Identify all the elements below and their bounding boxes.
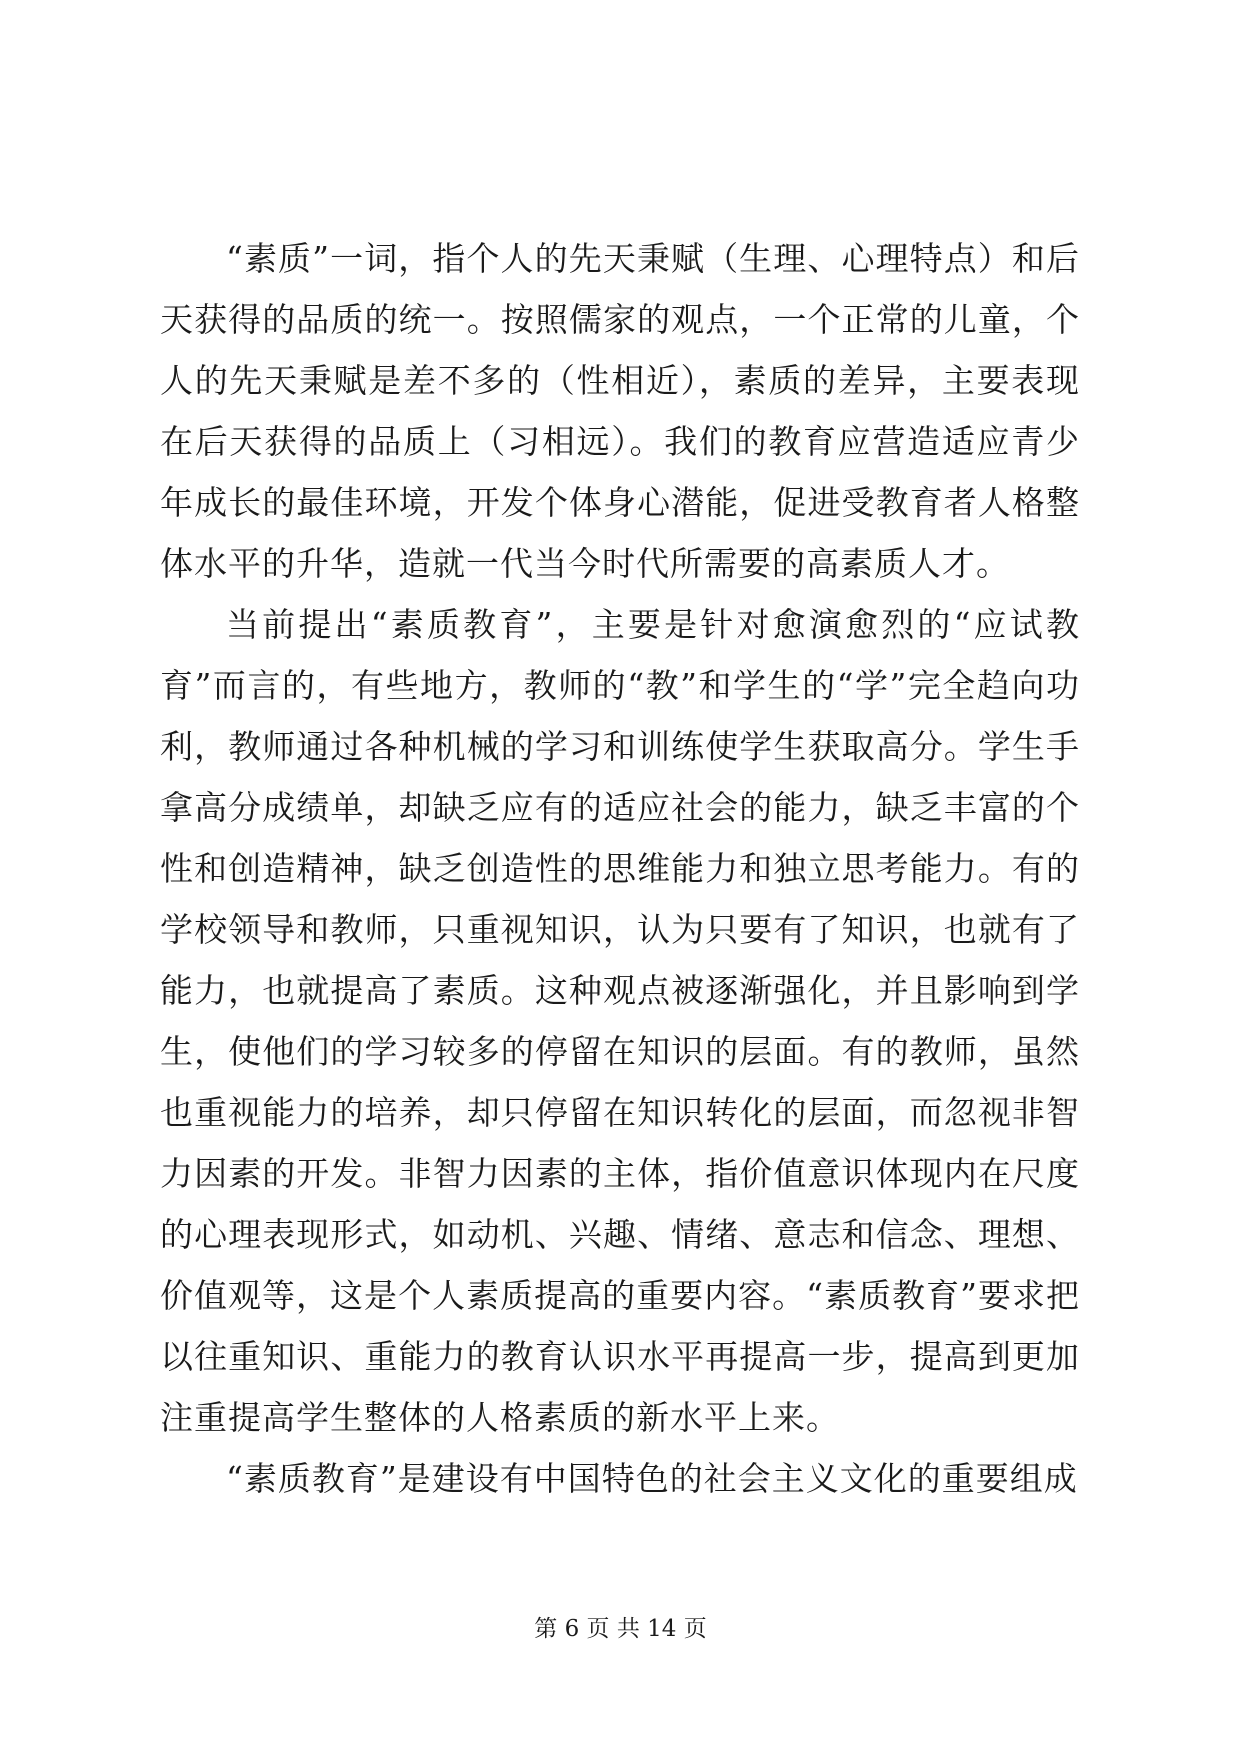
page-number: 第 6 页 共 14 页: [534, 1616, 707, 1642]
page-footer: [0, 1614, 1241, 1644]
paragraph: “素质教育”是建设有中国特色的社会主义文化的重要组成: [226, 1459, 1078, 1498]
paragraph: “素质”一词，指个人的先天秉赋（生理、心理特点）和后天获得的品质的统一。按照儒家的观点，一个正常的儿童，个人的先天秉赋是差不多的（性相近），素质的差异，主要表现在后天获得的品质上（习相远）。我们的教育应营造适应青少年成长的最佳环境，开发个体身心潜能，促进受教育者人格整体水平的升华，造就一代当今时代所需要的高素质人才。: [160, 239, 1080, 583]
document-body: [160, 228, 1080, 1509]
paragraph: 当前提出“素质教育”，主要是针对愈演愈烈的“应试教育”而言的，有些地方，教师的“教”和学生的“学”完全趋向功利，教师通过各种机械的学习和训练使学生获取高分。学生手拿高分成绩单，却缺乏应有的适应社会的能力，缺乏丰富的个性和创造精神，缺乏创造性的思维能力和独立思考能力。有的学校领导和教师，只重视知识，认为只要有了知识，也就有了能力，也就提高了素质。这种观点被逐渐强化，并且影响到学生，使他们的学习较多的停留在知识的层面。有的教师，虽然也重视能力的培养，却只停留在知识转化的层面，而忽视非智力因素的开发。非智力因素的主体，指价值意识体现内在尺度的心理表现形式，如动机、兴趣、情绪、意志和信念、理想、价值观等，这是个人素质提高的重要内容。“素质教育”要求把以往重知识、重能力的教育认识水平再提高一步，提高到更加注重提高学生整体的人格素质的新水平上来。: [160, 605, 1080, 1437]
